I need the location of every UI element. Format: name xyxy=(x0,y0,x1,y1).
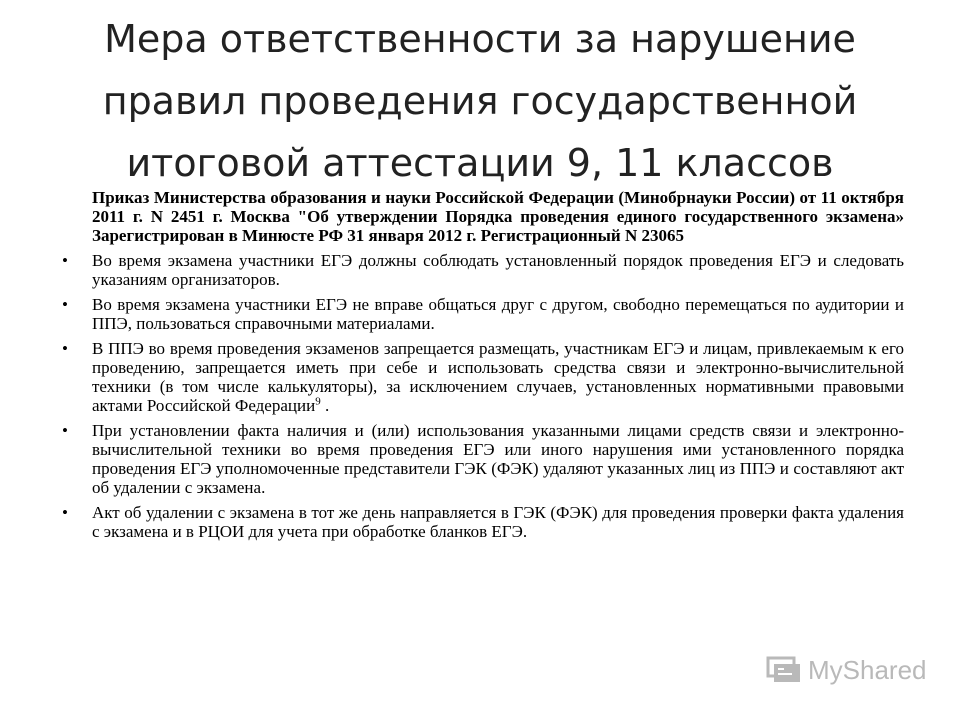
list-item-text: В ППЭ во время проведения экзаменов запрещается размещать, участникам ЕГЭ и лицам, привлекаемым к его проведению, запрещается иметь при себе и использовать средства связи и электронно-вычислительной техники (в том числе калькуляторы), за исключением случаев, установленных нормативными правовыми актами Российской Федерации xyxy=(92,339,904,415)
list-item-text: Акт об удалении с экзамена в тот же день направляется в ГЭК (ФЭК) для проведения проверки факта удаления с экзамена и в РЦОИ для учета при обработке бланков ЕГЭ. xyxy=(92,503,904,541)
footnote-marker: 9 xyxy=(315,395,321,408)
list-item xyxy=(62,295,904,333)
list-item-text: При установлении факта наличия и (или) использования указанными лицами средств связи и электронно-вычислительной техники во время проведения ЕГЭ или иного нарушения ими установленного порядка проведения ЕГЭ уполномоченные представители ГЭК (ФЭК) удаляют указанных лиц из ППЭ и составляют акт об удалении с экзамена. xyxy=(92,421,904,497)
slide-content xyxy=(62,188,904,547)
rules-list xyxy=(62,251,904,541)
list-item-text: Во время экзамена участники ЕГЭ не вправе общаться друг с другом, свободно перемещаться по аудитории и ППЭ, пользоваться справочными материалами. xyxy=(92,295,904,333)
list-item xyxy=(62,251,904,289)
list-item-text: Во время экзамена участники ЕГЭ должны соблюдать установленный порядок проведения ЕГЭ и следовать указаниям организаторов. xyxy=(92,251,904,289)
bullet-icon: • xyxy=(62,421,68,440)
list-item xyxy=(62,339,904,415)
list-item xyxy=(62,503,904,541)
bullet-icon: • xyxy=(62,251,68,270)
list-item xyxy=(62,421,904,497)
bullet-icon: • xyxy=(62,339,68,358)
bullet-icon: • xyxy=(62,503,68,522)
list-item-suffix: . xyxy=(320,396,330,415)
slide-title: Мера ответственности за нарушение правил проведения государственной итоговой аттестации 9, 11 классов xyxy=(102,17,858,185)
watermark xyxy=(766,655,927,686)
order-reference: Приказ Министерства образования и науки Российской Федерации (Минобрнауки России) от 11 октября 2011 г. N 2451 г. Москва "Об утверждении Порядка проведения единого государственного экзамена» Зарегистрирован в Минюсте РФ 31 января 2012 г. Регистрационный N 23065 xyxy=(92,188,904,245)
bullet-icon: • xyxy=(62,295,68,314)
watermark-text: MyShared xyxy=(808,655,927,685)
presentation-board-icon xyxy=(766,656,802,686)
